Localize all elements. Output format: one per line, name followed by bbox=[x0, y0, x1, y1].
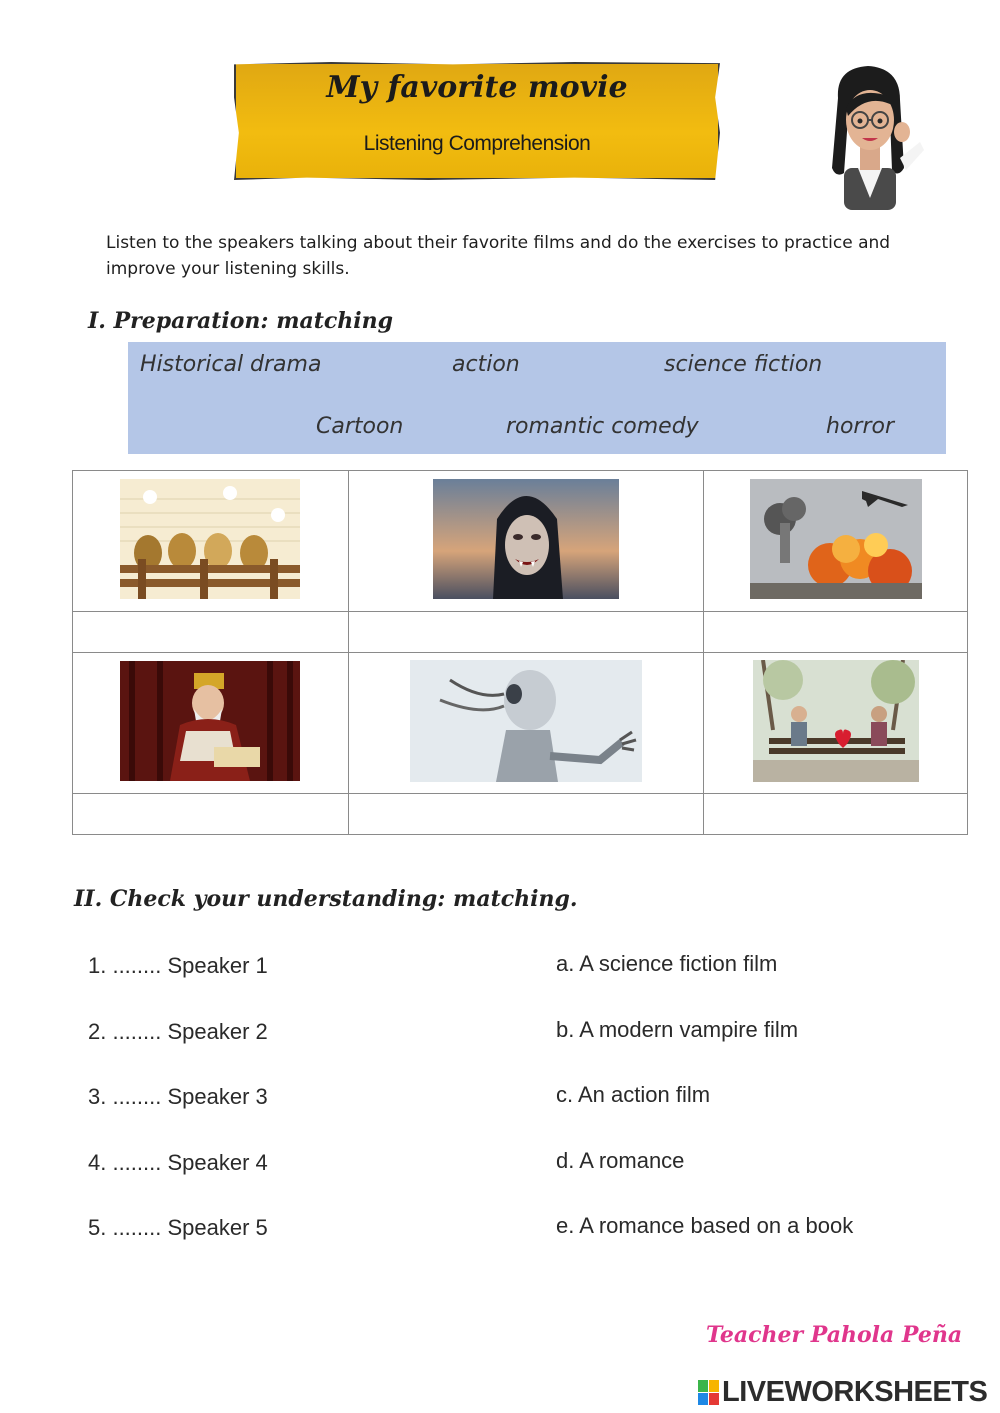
picture-cell bbox=[348, 471, 703, 612]
page-title: My favorite movie bbox=[326, 70, 628, 105]
picture-cell bbox=[704, 471, 968, 612]
robot-image bbox=[410, 660, 642, 782]
speaker-item[interactable]: 4. ........ Speaker 4 bbox=[88, 1150, 268, 1175]
option-item: e. A romance based on a book bbox=[556, 1213, 854, 1238]
option-item: d. A romance bbox=[556, 1148, 685, 1173]
option-item: b. A modern vampire film bbox=[556, 1017, 799, 1042]
speaker-item[interactable]: 5. ........ Speaker 5 bbox=[88, 1215, 268, 1240]
word-action: action bbox=[452, 352, 520, 377]
liveworksheets-brand[interactable]: LIVEWORKSHEETS bbox=[722, 1376, 988, 1408]
couple-bench-image bbox=[753, 660, 919, 782]
word-horror: horror bbox=[826, 414, 894, 439]
word-cartoon: Cartoon bbox=[316, 414, 404, 439]
page-subtitle: Listening Comprehension bbox=[363, 132, 591, 155]
teacher-avatar bbox=[808, 58, 928, 210]
liveworksheets-logo-icon bbox=[698, 1380, 720, 1406]
answer-cell[interactable] bbox=[704, 794, 968, 835]
section-1-title: I. Preparation: matching bbox=[88, 308, 394, 334]
instructions: Listen to the speakers talking about their favorite films and do the exercises to practice and improve your listening skills. bbox=[106, 233, 891, 279]
picture-cell bbox=[348, 653, 703, 794]
king-image bbox=[120, 661, 300, 781]
picture-cell bbox=[73, 471, 349, 612]
cartoon-horses-image bbox=[120, 479, 300, 599]
explosion-image bbox=[750, 479, 922, 599]
word-romantic-comedy: romantic comedy bbox=[506, 414, 699, 439]
speaker-item[interactable]: 2. ........ Speaker 2 bbox=[88, 1019, 268, 1044]
section-2-title: II. Check your understanding: matching. bbox=[74, 886, 578, 912]
answer-cell[interactable] bbox=[73, 794, 349, 835]
word-science-fiction: science fiction bbox=[664, 352, 823, 377]
picture-table bbox=[72, 470, 968, 835]
answer-cell[interactable] bbox=[348, 794, 703, 835]
speaker-item[interactable]: 1. ........ Speaker 1 bbox=[88, 953, 268, 978]
speaker-item[interactable]: 3. ........ Speaker 3 bbox=[88, 1084, 268, 1109]
option-item: c. An action film bbox=[556, 1082, 711, 1107]
answer-cell[interactable] bbox=[348, 612, 703, 653]
picture-cell bbox=[73, 653, 349, 794]
word-historical-drama: Historical drama bbox=[140, 352, 322, 377]
answer-cell[interactable] bbox=[704, 612, 968, 653]
vampire-image bbox=[433, 479, 619, 599]
option-item: a. A science fiction film bbox=[556, 951, 778, 976]
teacher-signature: Teacher Pahola Peña bbox=[706, 1322, 963, 1348]
picture-cell bbox=[704, 653, 968, 794]
answer-cell[interactable] bbox=[73, 612, 349, 653]
